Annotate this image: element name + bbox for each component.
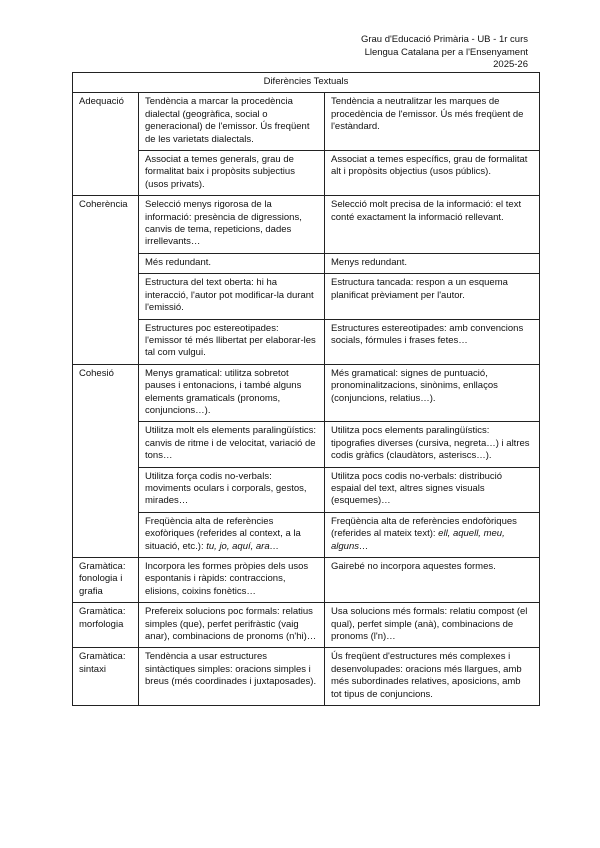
document-header <box>361 34 528 72</box>
table-row <box>73 253 540 273</box>
category-cell: Adequació <box>73 93 139 196</box>
left-text: Selecció menys rigorosa de la informació: presència de digressions, canvis de tema, repeticions, dades irrellevants… <box>145 199 302 248</box>
written-feature-cell <box>325 93 540 151</box>
table-row <box>73 422 540 467</box>
oral-feature-cell <box>139 467 325 512</box>
table-title: Diferències Textuals <box>73 73 540 93</box>
left-text: Incorpora les formes pròpies dels usos espontanis i ràpids: contraccions, elisions, coixins fonètics… <box>145 561 309 597</box>
table-row <box>73 648 540 706</box>
table-row <box>73 196 540 254</box>
left-examples-italic: tu, jo, aquí, ara… <box>206 540 280 552</box>
table-title-row <box>73 73 540 93</box>
written-feature-cell <box>325 274 540 319</box>
header-line-1: Grau d'Educació Primària - UB - 1r curs <box>360 34 528 45</box>
right-examples-italic: ell, aquell, meu, alguns… <box>331 528 505 552</box>
table-row <box>73 274 540 319</box>
oral-feature-cell <box>139 512 325 557</box>
table-row <box>73 603 540 648</box>
right-text: Utilitza pocs codis no-verbals: distribució espaial del text, altres signes visuals (esquemes)… <box>331 470 503 507</box>
table-row <box>73 319 540 364</box>
left-text: Prefereix solucions poc formals: relatius simples (que), perfet perifràstic (vaig anar), combinacions de pronoms (n'hi)… <box>145 606 317 643</box>
category-cell: Gramàtica: morfologia <box>73 603 139 648</box>
right-text: Menys redundant. <box>331 256 408 268</box>
written-feature-cell <box>325 253 540 273</box>
right-text: Selecció molt precisa de la informació: el text conté exactament la informació rellevant. <box>331 199 522 223</box>
category-cell: Gramàtica: sintaxi <box>73 648 139 706</box>
table-row <box>73 467 540 512</box>
category-cell: Gramàtica: fonologia i grafia <box>73 558 139 603</box>
right-text: Ús freqüent d'estructures més complexes i desenvolupades: oracions més llargues, amb més subordinades relatives, aposicions, amb tot tipus de conjuncions. <box>331 651 522 700</box>
oral-feature-cell <box>139 253 325 273</box>
left-text: Menys gramatical: utilitza sobretot pauses i entonacions, i també alguns elements gramaticals (pronoms, conjuncions…). <box>145 367 302 416</box>
written-feature-cell <box>325 422 540 467</box>
left-text: Associat a temes generals, grau de formalitat baix i propòsits subjectius (usos privats). <box>145 154 295 190</box>
left-text: Utilitza força codis no-verbals: moviments oculars i corporals, gestos, mirades… <box>145 470 307 507</box>
right-text: Utilitza pocs elements paralingüístics: tipografies diverses (cursiva, negreta…) i altres codis gràfics (claudàtors, asteriscs…). <box>331 425 530 462</box>
table-row <box>73 364 540 422</box>
oral-feature-cell <box>139 648 325 706</box>
written-feature-cell <box>325 319 540 364</box>
written-feature-cell <box>325 364 540 422</box>
left-text: Tendència a usar estructures sintàctiques simples: oracions simples i breus (més coordinades i juxtaposades). <box>145 651 317 688</box>
oral-feature-cell <box>139 422 325 467</box>
oral-feature-cell <box>139 319 325 364</box>
written-feature-cell <box>325 603 540 648</box>
written-feature-cell <box>325 648 540 706</box>
written-feature-cell <box>325 512 540 557</box>
differences-table <box>72 72 540 706</box>
written-feature-cell <box>325 467 540 512</box>
right-text: Estructures estereotipades: amb convencions socials, fórmules i frases fetes… <box>331 322 524 346</box>
header-line-3: 2025-26 <box>493 59 528 70</box>
table-row <box>73 151 540 196</box>
oral-feature-cell <box>139 151 325 196</box>
right-text: Usa solucions més formals: relatiu compost (el qual), perfet simple (anà), combinacions de pronoms (l'n)… <box>331 606 528 643</box>
oral-feature-cell <box>139 364 325 422</box>
left-text: Tendència a marcar la procedència dialectal (geogràfica, social o generacional) de l'emissor. Ús freqüent de les varietats dialectals. <box>145 96 310 145</box>
oral-feature-cell <box>139 93 325 151</box>
written-feature-cell <box>325 196 540 254</box>
table-row <box>73 93 540 151</box>
left-text: Estructura del text oberta: hi ha interacció, l'autor pot modificar-la durant l'emissió. <box>145 277 314 314</box>
table-row <box>73 512 540 557</box>
oral-feature-cell <box>139 274 325 319</box>
left-text: Utilitza molt els elements paralingüístics: canvis de ritme i de velocitat, variació de tons… <box>145 425 317 462</box>
category-cell: Coherència <box>73 196 139 364</box>
right-text: Estructura tancada: respon a un esquema planificat prèviament per l'autor. <box>331 277 508 301</box>
right-text: Freqüència alta de referències endofòriques (referides al mateix text): <box>331 515 517 540</box>
oral-feature-cell <box>139 558 325 603</box>
oral-feature-cell <box>139 196 325 254</box>
right-text: Tendència a neutralitzar les marques de procedència de l'emissor. Ús més freqüent de l'estàndard. <box>331 96 524 133</box>
table-row <box>73 558 540 603</box>
oral-feature-cell <box>139 603 325 648</box>
header-line-2: Llengua Catalana per a l'Ensenyament <box>364 46 528 58</box>
written-feature-cell <box>325 151 540 196</box>
category-cell: Cohesió <box>73 364 139 557</box>
left-text: Estructures poc estereotipades: l'emissor té més llibertat per elaborar-les tal com vulgui. <box>145 322 316 359</box>
right-text: Més gramatical: signes de puntuació, pronominalitzacions, sinònims, enllaços (conjuncions, relatius…). <box>331 367 498 404</box>
written-feature-cell <box>325 558 540 603</box>
left-text: Freqüència alta de referències exofòriques (referides al context, a la situació, etc.): <box>145 515 301 552</box>
right-text: Associat a temes específics, grau de formalitat alt i propòsits objectius (usos públics). <box>331 154 528 178</box>
left-text: Més redundant. <box>145 256 212 268</box>
right-text: Gairebé no incorpora aquestes formes. <box>331 561 496 572</box>
